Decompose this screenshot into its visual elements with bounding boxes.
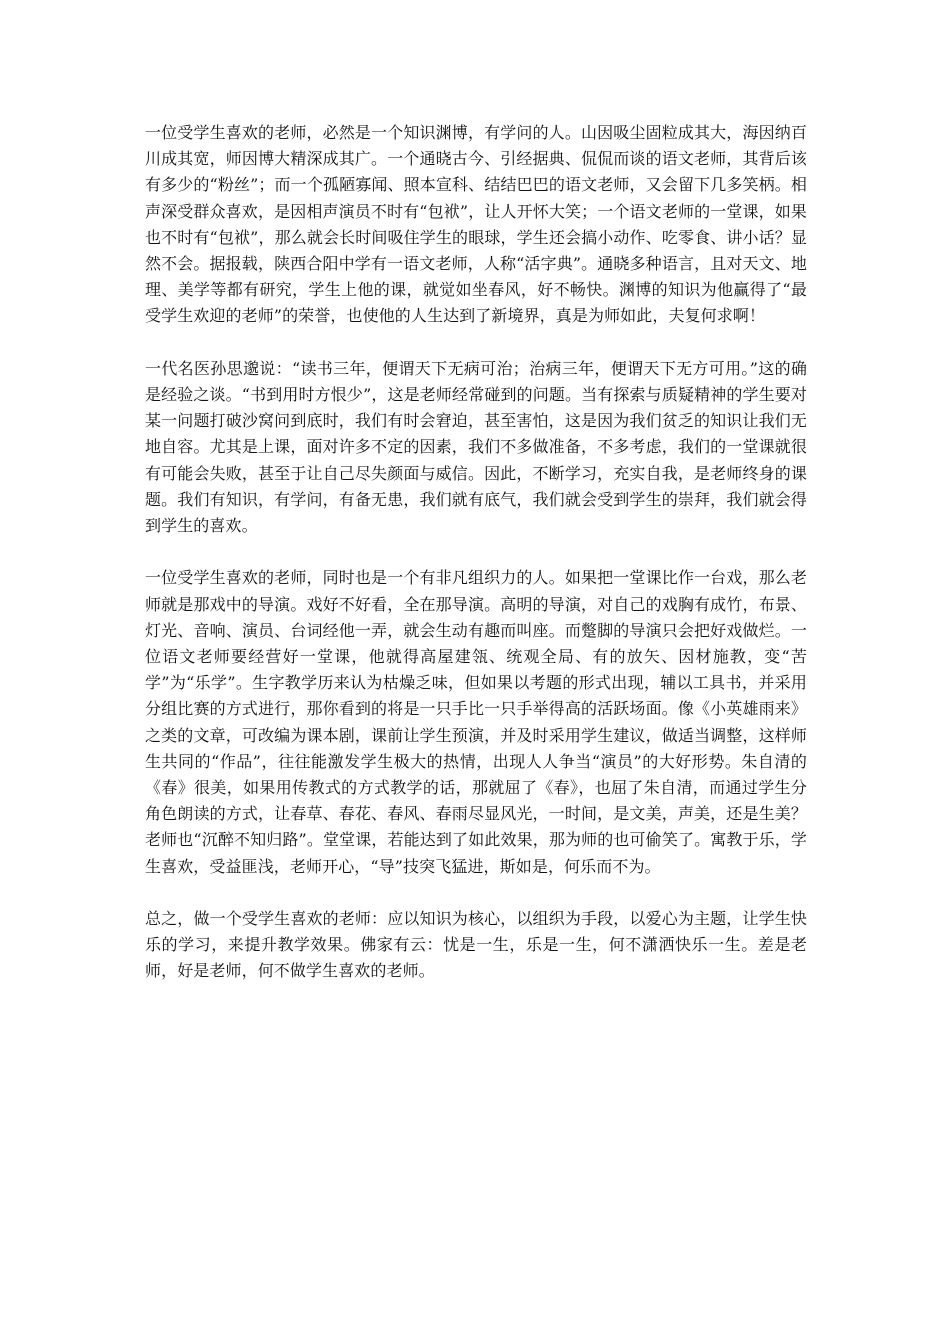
paragraph-conclusion: 总之，做一个受学生喜欢的老师：应以知识为核心，以组织为手段，以爱心为主题，让学生快乐的学习，来提升教学效果。佛家有云：忧是一生，乐是一生，何不潇洒快乐一生。差是老师，好是老师，何不做学生喜欢的老师。: [145, 909, 807, 981]
document-body: [145, 120, 807, 1011]
paragraph-knowledge: 一位受学生喜欢的老师，必然是一个知识渊博，有学问的人。山因吸尘固粒成其大，海因纳百川成其宽，师因博大精深成其广。一个通晓古今、引经据典、侃侃而谈的语文老师，其背后该有多少的“粉丝”；而一个孤陋寡闻、照本宣科、结结巴巴的语文老师，又会留下几多笑柄。相声深受群众喜欢，是因相声演员不时有“包袱”，让人开怀大笑；一个语文老师的一堂课，如果也不时有“包袱”，那么就会长时间吸住学生的眼球，学生还会搞小动作、吃零食、讲小话？显然不会。据报载，陕西合阳中学有一语文老师，人称“活字典”。通晓多种语言，且对天文、地理、美学等都有研究，学生上他的课，就觉如坐春风，好不畅快。渊博的知识为他赢得了“最受学生欢迎的老师”的荣誉，也使他的人生达到了新境界，真是为师如此，夫复何求啊！: [145, 123, 807, 326]
paragraph-organization: 一位受学生喜欢的老师，同时也是一个有非凡组织力的人。如果把一堂课比作一台戏，那么老师就是那戏中的导演。戏好不好看，全在那导演。高明的导演，对自己的戏胸有成竹，布景、灯光、音响、演员、台词经他一弄，就会生动有趣而叫座。而蹩脚的导演只会把好戏做烂。一位语文老师要经营好一堂课，他就得高屋建瓴、统观全局、有的放矢、因材施教，变“苦学”为“乐学”。生字教学历来认为枯燥乏味，但如果以考题的形式出现，辅以工具书，并采用分组比赛的方式进行，那你看到的将是一只手比一只手举得高的活跃场面。像《小英雄雨来》之类的文章，可改编为课本剧，课前让学生预演，并及时采用学生建议，做适当调整，这样师生共同的“作品”，往往能激发学生极大的热情，出现人人争当“演员”的大好形势。朱自清的《春》很美，如果用传教式的方式教学的话，那就屈了《春》，也屈了朱自清，而通过学生分角色朗读的方式，让春草、春花、春风、春雨尽显风光，一时间，是文美，声美，还是生美？老师也“沉醉不知归路”。堂堂课，若能达到了如此效果，那为师的也可偷笑了。寓教于乐，学生喜欢，受益匪浅，老师开心，“导”技突飞猛进，斯如是，何乐而不为。: [145, 568, 807, 876]
paragraph-learning: 一代名医孙思邈说：“读书三年，便谓天下无病可治；治病三年，便谓天下无方可用。”这的确是经验之谈。“书到用时方恨少”，这是老师经常碰到的问题。当有探索与质疑精神的学生要对某一问题打破沙窝问到底时，我们有时会窘迫，甚至害怕，这是因为我们贫乏的知识让我们无地自容。尤其是上课，面对许多不定的因素，我们不多做准备，不多考虑，我们的一堂课就很有可能会失败，甚至于让自己尽失颜面与威信。因此，不断学习，充实自我，是老师终身的课题。我们有知识，有学问，有备无患，我们就有底气，我们就会受到学生的崇拜，我们就会得到学生的喜欢。: [145, 358, 807, 536]
